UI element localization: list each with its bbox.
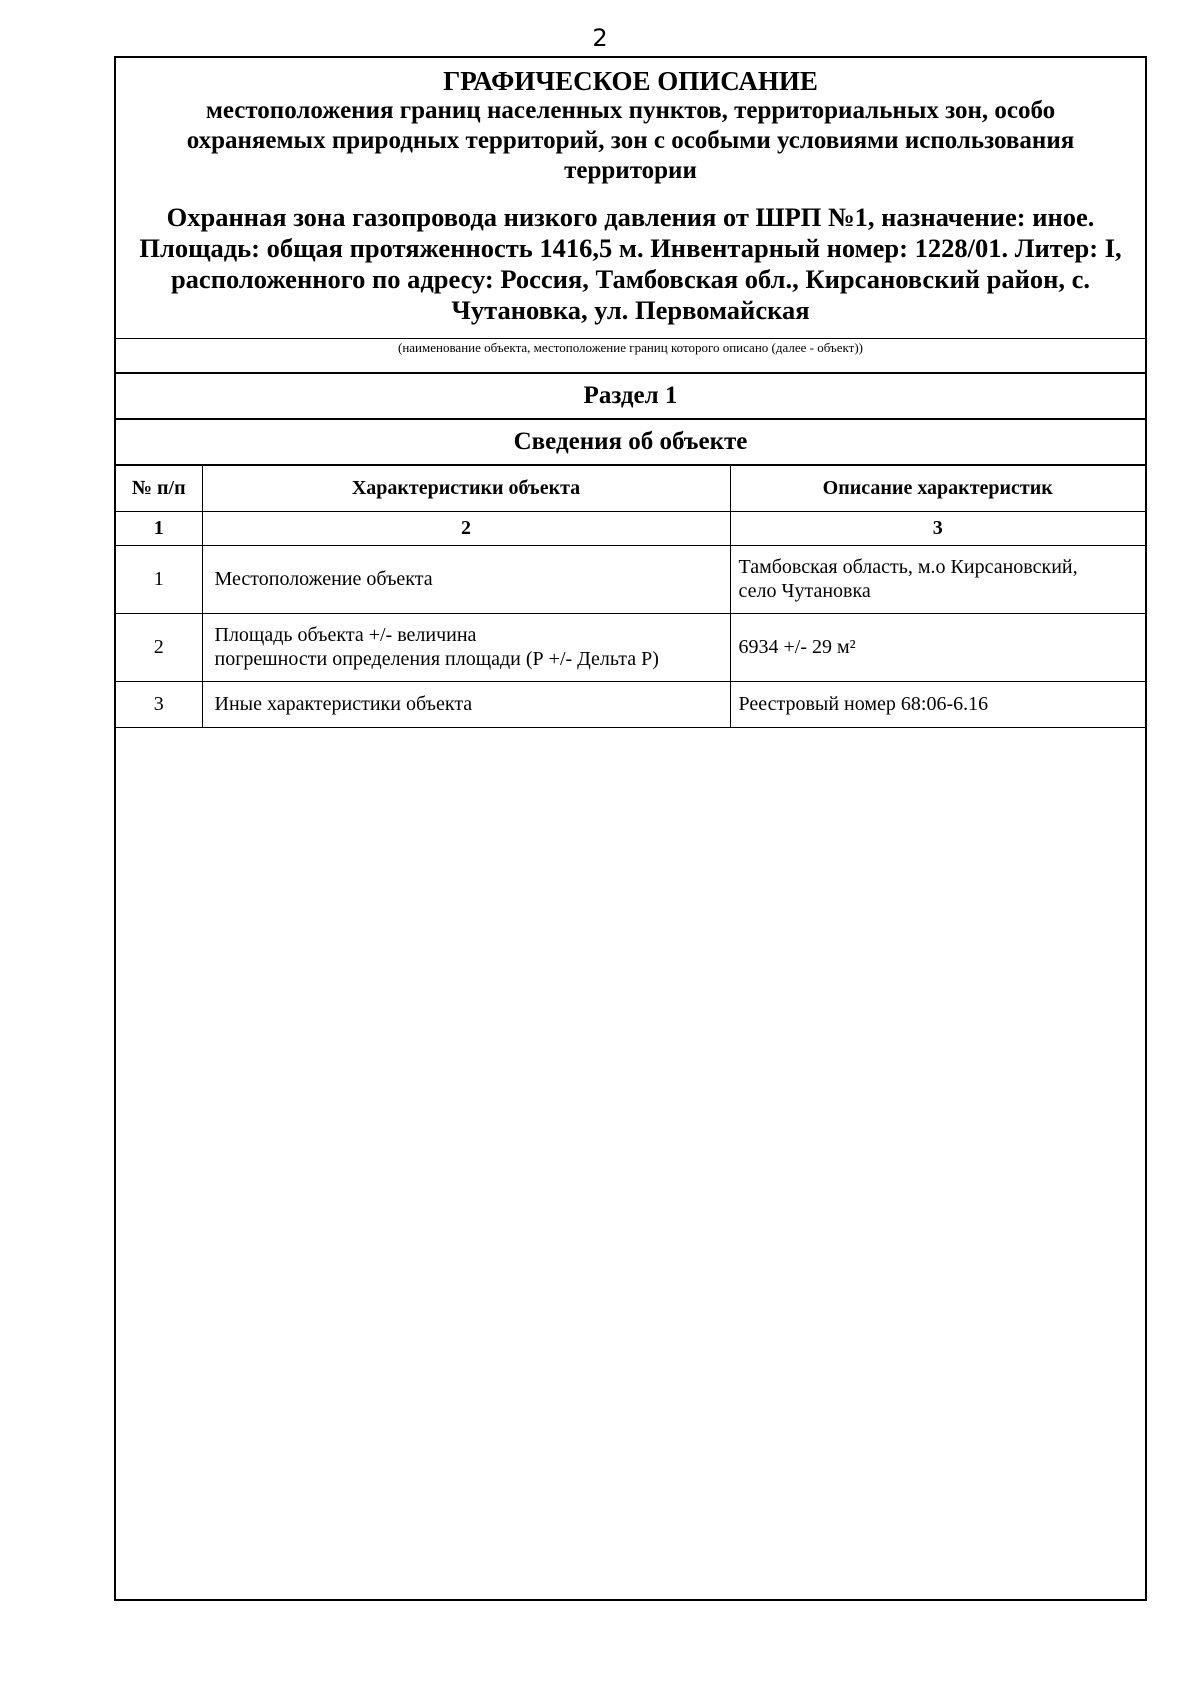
page-number: 2 — [592, 24, 608, 52]
table-row — [116, 613, 1145, 681]
row-description: 6934 +/- 29 м² — [730, 613, 1145, 681]
section-title: Сведения об объекте — [116, 418, 1145, 464]
row-number: 2 — [116, 613, 202, 681]
row-number: 1 — [116, 545, 202, 613]
column-header-number: № п/п — [116, 465, 202, 511]
column-number-2: 2 — [202, 511, 730, 545]
row-characteristic — [202, 613, 730, 681]
document-frame — [114, 56, 1147, 1601]
row-description: Реестровый номер 68:06-6.16 — [730, 681, 1145, 727]
section-label: Раздел 1 — [116, 372, 1145, 418]
table-column-numbers-row — [116, 511, 1145, 545]
row-characteristic: Иные характеристики объекта — [202, 681, 730, 727]
row-characteristic-line: Площадь объекта +/- величина — [214, 624, 477, 646]
table-row — [116, 545, 1145, 613]
row-characteristic-line: погрешности определения площади (Р +/- Дельта Р) — [214, 648, 659, 670]
row-characteristic: Местоположение объекта — [202, 545, 730, 613]
document-subtitle: местоположения границ населенных пунктов, территориальных зон, особо охраняемых природных территорий, зон с особыми условиями использования территории — [186, 97, 1075, 184]
column-number-3: 3 — [730, 511, 1145, 545]
row-description-line: Тамбовская область, м.о Кирсановский, — [738, 556, 1078, 578]
column-number-1: 1 — [116, 511, 202, 545]
row-description-line: село Чутановка — [738, 580, 871, 602]
row-description — [730, 545, 1145, 613]
column-header-description: Описание характеристик — [730, 465, 1145, 511]
table-row — [116, 681, 1145, 727]
document-title: ГРАФИЧЕСКОЕ ОПИСАНИЕ — [443, 66, 818, 96]
table-header-row — [116, 465, 1145, 511]
object-name: Охранная зона газопровода низкого давления от ШРП №1, назначение: иное. Площадь: общая протяженность 1416,5 м. Инвентарный номер: 1228/01. Литер: I, расположенного по адресу: Россия, Тамбовская обл., Кирсановский район, с. Чутановка, ул. Первомайская — [139, 202, 1122, 325]
column-header-characteristic: Характеристики объекта — [202, 465, 730, 511]
object-info-table — [116, 464, 1145, 728]
object-caption: (наименование объекта, местоположение границ которого описано (далее - объект)) — [116, 338, 1145, 372]
document-header — [116, 58, 1145, 338]
row-number: 3 — [116, 681, 202, 727]
